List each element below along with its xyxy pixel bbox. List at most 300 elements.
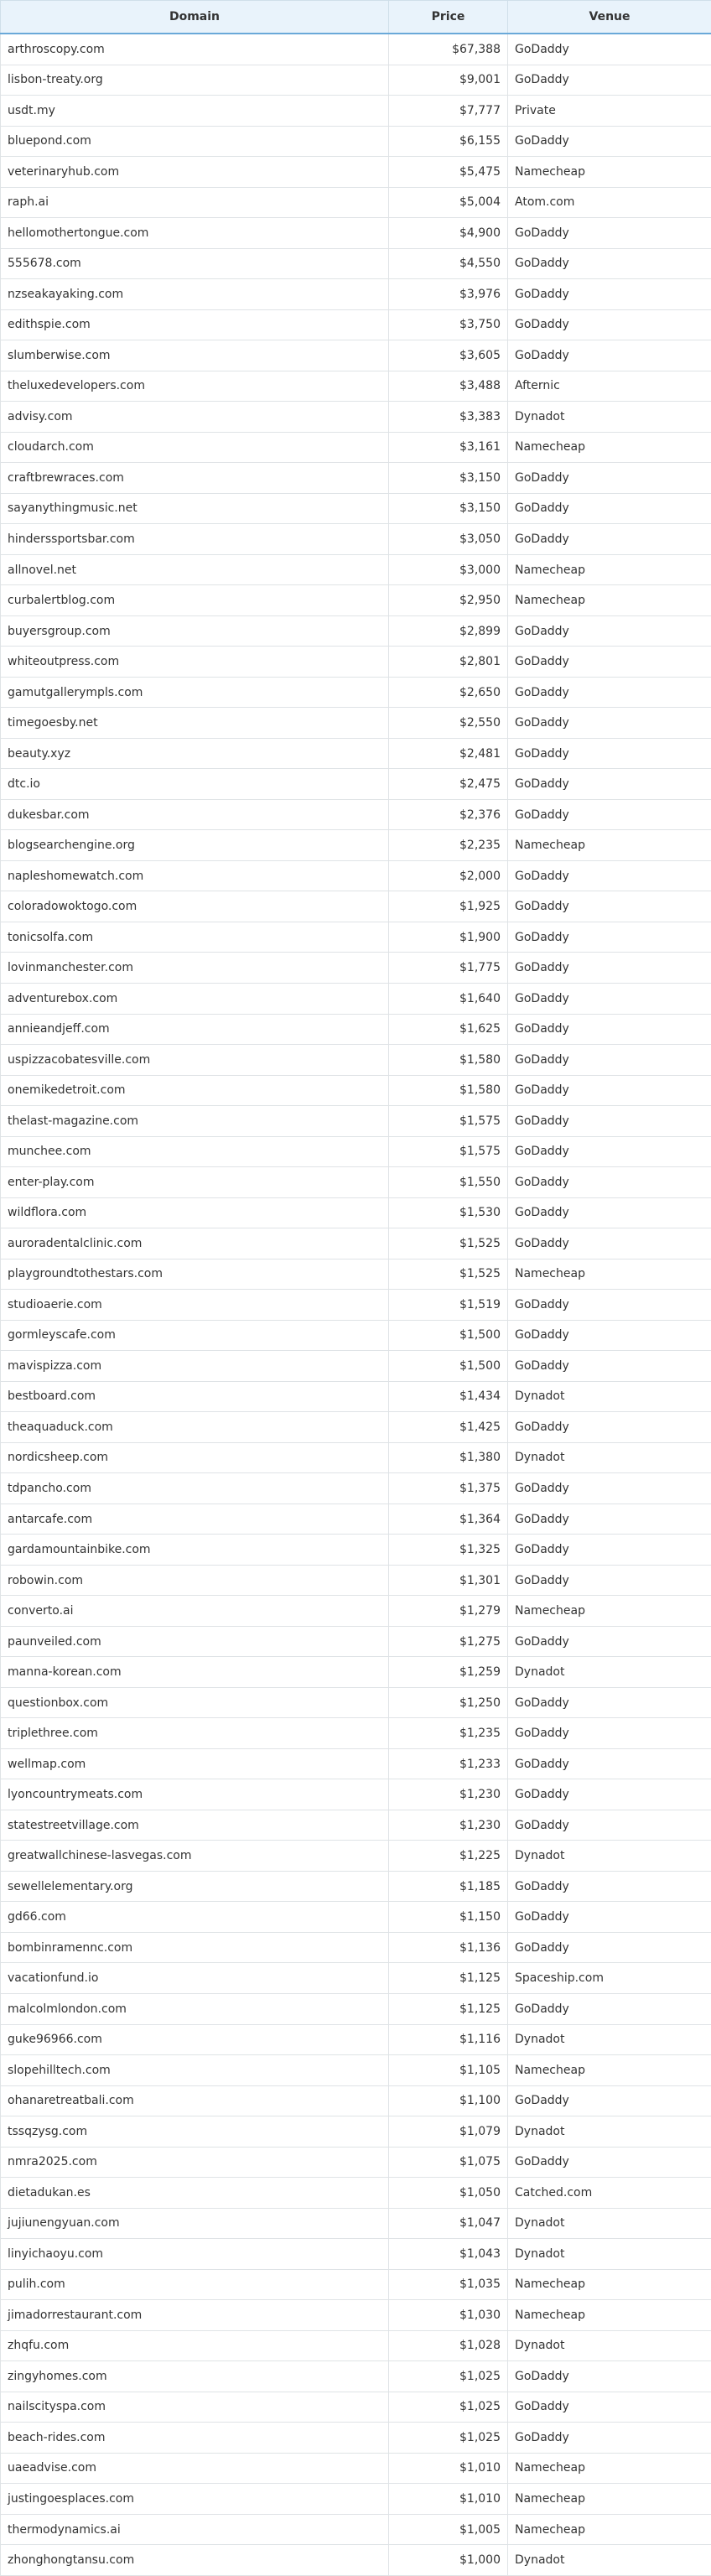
table-row	[1, 647, 711, 678]
table-row	[1, 402, 711, 433]
price-cell: $1,025	[389, 2361, 508, 2392]
price-cell: $1,425	[389, 1412, 508, 1443]
venue-cell: Namecheap	[508, 554, 711, 585]
venue-cell: GoDaddy	[508, 1565, 711, 1596]
table-row	[1, 1687, 711, 1718]
price-cell: $1,025	[389, 2423, 508, 2454]
domain-cell: cloudarch.com	[1, 432, 389, 463]
domain-cell: justingoesplaces.com	[1, 2484, 389, 2515]
domain-cell: curbalertblog.com	[1, 585, 389, 616]
domain-cell: tssqzysg.com	[1, 2116, 389, 2148]
price-cell: $1,010	[389, 2484, 508, 2515]
table-row	[1, 340, 711, 371]
domain-cell: theluxedevelopers.com	[1, 371, 389, 402]
table-row	[1, 1320, 711, 1351]
price-cell: $1,025	[389, 2392, 508, 2423]
domain-cell: lovinmanchester.com	[1, 953, 389, 984]
table-row	[1, 769, 711, 800]
domain-cell: questionbox.com	[1, 1687, 389, 1718]
venue-cell: GoDaddy	[508, 1197, 711, 1228]
domain-cell: robowin.com	[1, 1565, 389, 1596]
price-cell: $3,976	[389, 279, 508, 310]
venue-cell: GoDaddy	[508, 708, 711, 739]
venue-cell: GoDaddy	[508, 1871, 711, 1902]
price-cell: $2,481	[389, 738, 508, 769]
price-cell: $1,550	[389, 1167, 508, 1198]
price-cell: $1,105	[389, 2055, 508, 2086]
table-row	[1, 1932, 711, 1963]
domain-cell: arthroscopy.com	[1, 34, 389, 65]
domain-cell: converto.ai	[1, 1596, 389, 1627]
venue-cell: Private	[508, 96, 711, 127]
domain-cell: triplethree.com	[1, 1718, 389, 1749]
domain-cell: zingyhomes.com	[1, 2361, 389, 2392]
domain-cell: munchee.com	[1, 1136, 389, 1167]
venue-cell: Atom.com	[508, 187, 711, 218]
domain-cell: ohanaretreatbali.com	[1, 2085, 389, 2116]
table-row	[1, 1167, 711, 1198]
venue-cell: GoDaddy	[508, 1718, 711, 1749]
table-row	[1, 953, 711, 984]
column-header-domain[interactable]: Domain	[1, 1, 389, 34]
venue-cell: GoDaddy	[508, 1106, 711, 1137]
table-row	[1, 65, 711, 96]
venue-cell: Dynadot	[508, 402, 711, 433]
domain-cell: playgroundtothestars.com	[1, 1259, 389, 1290]
table-row	[1, 1045, 711, 1076]
price-cell: $3,383	[389, 402, 508, 433]
table-row	[1, 1963, 711, 1994]
price-cell: $1,500	[389, 1320, 508, 1351]
table-row	[1, 34, 711, 65]
table-row	[1, 157, 711, 188]
table-row	[1, 1412, 711, 1443]
table-row	[1, 2514, 711, 2545]
table-row	[1, 1994, 711, 2025]
venue-cell: GoDaddy	[508, 34, 711, 65]
domain-cell: blogsearchengine.org	[1, 830, 389, 861]
venue-cell: GoDaddy	[508, 524, 711, 555]
domain-cell: craftbrewraces.com	[1, 463, 389, 494]
venue-cell: Namecheap	[508, 585, 711, 616]
table-row	[1, 126, 711, 157]
domain-cell: mavispizza.com	[1, 1351, 389, 1382]
venue-cell: GoDaddy	[508, 2423, 711, 2454]
table-header	[1, 1, 711, 34]
table-row	[1, 1565, 711, 1596]
price-cell: $1,225	[389, 1841, 508, 1872]
venue-cell: GoDaddy	[508, 1351, 711, 1382]
table-row	[1, 1442, 711, 1473]
domain-cell: thelast-magazine.com	[1, 1106, 389, 1137]
price-cell: $1,925	[389, 891, 508, 922]
domain-cell: hinderssportsbar.com	[1, 524, 389, 555]
domain-cell: nmra2025.com	[1, 2147, 389, 2178]
venue-cell: Namecheap	[508, 2055, 711, 2086]
price-cell: $2,475	[389, 769, 508, 800]
table-row	[1, 279, 711, 310]
table-row	[1, 96, 711, 127]
price-cell: $3,050	[389, 524, 508, 555]
domain-cell: raph.ai	[1, 187, 389, 218]
venue-cell: GoDaddy	[508, 1228, 711, 1259]
price-cell: $1,775	[389, 953, 508, 984]
table-row	[1, 860, 711, 891]
venue-cell: Namecheap	[508, 1259, 711, 1290]
domain-cell: nordicsheep.com	[1, 1442, 389, 1473]
domain-cell: vacationfund.io	[1, 1963, 389, 1994]
venue-cell: GoDaddy	[508, 1136, 711, 1167]
table-row	[1, 1075, 711, 1106]
venue-cell: GoDaddy	[508, 677, 711, 708]
venue-cell: GoDaddy	[508, 1290, 711, 1321]
table-row	[1, 738, 711, 769]
table-row	[1, 1779, 711, 1810]
venue-cell: GoDaddy	[508, 1473, 711, 1504]
domain-cell: malcolmlondon.com	[1, 1994, 389, 2025]
table-row	[1, 2330, 711, 2361]
domain-cell: nzseakayaking.com	[1, 279, 389, 310]
venue-cell: Spaceship.com	[508, 1963, 711, 1994]
table-row	[1, 1473, 711, 1504]
price-cell: $3,161	[389, 432, 508, 463]
venue-cell: GoDaddy	[508, 1504, 711, 1535]
price-cell: $1,375	[389, 1473, 508, 1504]
venue-cell: Dynadot	[508, 2208, 711, 2239]
venue-cell: Namecheap	[508, 2269, 711, 2300]
venue-cell: GoDaddy	[508, 248, 711, 279]
domain-cell: 555678.com	[1, 248, 389, 279]
price-cell: $1,325	[389, 1535, 508, 1566]
venue-cell: GoDaddy	[508, 922, 711, 953]
venue-cell: GoDaddy	[508, 2392, 711, 2423]
price-cell: $1,301	[389, 1565, 508, 1596]
table-row	[1, 1014, 711, 1045]
column-header-price[interactable]: Price	[389, 1, 508, 34]
price-cell: $1,580	[389, 1045, 508, 1076]
domain-cell: sayanythingmusic.net	[1, 493, 389, 524]
price-cell: $2,650	[389, 677, 508, 708]
price-cell: $1,230	[389, 1779, 508, 1810]
price-cell: $1,116	[389, 2024, 508, 2055]
table-row	[1, 830, 711, 861]
domain-cell: tdpancho.com	[1, 1473, 389, 1504]
venue-cell: Dynadot	[508, 1657, 711, 1688]
price-cell: $1,530	[389, 1197, 508, 1228]
table-row	[1, 2361, 711, 2392]
venue-cell: GoDaddy	[508, 218, 711, 249]
domain-cell: beach-rides.com	[1, 2423, 389, 2454]
domain-cell: usdt.my	[1, 96, 389, 127]
venue-cell: Catched.com	[508, 2178, 711, 2209]
price-cell: $2,801	[389, 647, 508, 678]
table-row	[1, 2147, 711, 2178]
domain-cell: dtc.io	[1, 769, 389, 800]
table-row	[1, 922, 711, 953]
domain-cell: enter-play.com	[1, 1167, 389, 1198]
price-cell: $3,488	[389, 371, 508, 402]
price-cell: $1,279	[389, 1596, 508, 1627]
domain-cell: adventurebox.com	[1, 983, 389, 1014]
table-row	[1, 1596, 711, 1627]
domain-cell: gamutgallerympls.com	[1, 677, 389, 708]
venue-cell: Dynadot	[508, 1841, 711, 1872]
venue-cell: GoDaddy	[508, 1320, 711, 1351]
table-row	[1, 1381, 711, 1412]
price-cell: $1,575	[389, 1106, 508, 1137]
price-cell: $2,550	[389, 708, 508, 739]
table-row	[1, 585, 711, 616]
venue-cell: Dynadot	[508, 2239, 711, 2270]
table-row	[1, 2300, 711, 2331]
price-cell: $1,519	[389, 1290, 508, 1321]
price-cell: $1,043	[389, 2239, 508, 2270]
price-cell: $1,000	[389, 2545, 508, 2576]
table-row	[1, 1197, 711, 1228]
price-cell: $3,150	[389, 463, 508, 494]
domain-cell: antarcafe.com	[1, 1504, 389, 1535]
venue-cell: Afternic	[508, 371, 711, 402]
table-row	[1, 1871, 711, 1902]
domain-cell: studioaerie.com	[1, 1290, 389, 1321]
domain-cell: jimadorrestaurant.com	[1, 2300, 389, 2331]
domain-cell: lisbon-treaty.org	[1, 65, 389, 96]
venue-cell: GoDaddy	[508, 1748, 711, 1779]
table-row	[1, 218, 711, 249]
venue-cell: GoDaddy	[508, 1687, 711, 1718]
domain-cell: zhqfu.com	[1, 2330, 389, 2361]
table-row	[1, 432, 711, 463]
price-cell: $1,028	[389, 2330, 508, 2361]
venue-cell: GoDaddy	[508, 1994, 711, 2025]
price-cell: $1,125	[389, 1994, 508, 2025]
price-cell: $4,550	[389, 248, 508, 279]
domain-cell: linyichaoyu.com	[1, 2239, 389, 2270]
venue-cell: Dynadot	[508, 1381, 711, 1412]
price-cell: $1,050	[389, 2178, 508, 2209]
price-cell: $1,580	[389, 1075, 508, 1106]
table-row	[1, 677, 711, 708]
column-header-venue[interactable]: Venue	[508, 1, 711, 34]
venue-cell: Namecheap	[508, 432, 711, 463]
venue-cell: GoDaddy	[508, 1167, 711, 1198]
price-cell: $1,275	[389, 1626, 508, 1657]
table-row	[1, 1136, 711, 1167]
domain-cell: paunveiled.com	[1, 1626, 389, 1657]
price-cell: $1,100	[389, 2085, 508, 2116]
price-cell: $1,434	[389, 1381, 508, 1412]
venue-cell: GoDaddy	[508, 126, 711, 157]
price-cell: $3,000	[389, 554, 508, 585]
venue-cell: GoDaddy	[508, 493, 711, 524]
domain-cell: jujiunengyuan.com	[1, 2208, 389, 2239]
price-cell: $7,777	[389, 96, 508, 127]
price-cell: $1,525	[389, 1228, 508, 1259]
table-row	[1, 1259, 711, 1290]
price-cell: $1,575	[389, 1136, 508, 1167]
domain-cell: edithspie.com	[1, 309, 389, 340]
domain-cell: gd66.com	[1, 1902, 389, 1933]
price-cell: $1,500	[389, 1351, 508, 1382]
venue-cell: Dynadot	[508, 2024, 711, 2055]
price-cell: $1,525	[389, 1259, 508, 1290]
table-row	[1, 1535, 711, 1566]
price-cell: $1,125	[389, 1963, 508, 1994]
venue-cell: GoDaddy	[508, 279, 711, 310]
table-row	[1, 2269, 711, 2300]
table-body	[1, 34, 711, 2575]
domain-cell: sewellelementary.org	[1, 1871, 389, 1902]
price-cell: $6,155	[389, 126, 508, 157]
venue-cell: GoDaddy	[508, 1626, 711, 1657]
price-cell: $1,047	[389, 2208, 508, 2239]
venue-cell: GoDaddy	[508, 647, 711, 678]
domain-cell: slopehilltech.com	[1, 2055, 389, 2086]
venue-cell: GoDaddy	[508, 983, 711, 1014]
venue-cell: GoDaddy	[508, 309, 711, 340]
domain-cell: auroradentalclinic.com	[1, 1228, 389, 1259]
price-cell: $9,001	[389, 65, 508, 96]
table-row	[1, 891, 711, 922]
venue-cell: GoDaddy	[508, 953, 711, 984]
table-row	[1, 708, 711, 739]
domain-cell: uaeadvise.com	[1, 2453, 389, 2484]
table-row	[1, 463, 711, 494]
table-row	[1, 2055, 711, 2086]
price-cell: $1,136	[389, 1932, 508, 1963]
domain-cell: lyoncountrymeats.com	[1, 1779, 389, 1810]
venue-cell: Dynadot	[508, 2116, 711, 2148]
domain-cell: manna-korean.com	[1, 1657, 389, 1688]
price-cell: $1,364	[389, 1504, 508, 1535]
venue-cell: Namecheap	[508, 157, 711, 188]
domain-cell: bombinramennc.com	[1, 1932, 389, 1963]
venue-cell: GoDaddy	[508, 340, 711, 371]
domain-cell: nailscityspa.com	[1, 2392, 389, 2423]
domain-cell: wellmap.com	[1, 1748, 389, 1779]
domain-cell: theaquaduck.com	[1, 1412, 389, 1443]
table-row	[1, 1718, 711, 1749]
domain-cell: coloradowoktogo.com	[1, 891, 389, 922]
table-row	[1, 2392, 711, 2423]
table-row	[1, 2178, 711, 2209]
price-cell: $1,075	[389, 2147, 508, 2178]
venue-cell: Namecheap	[508, 830, 711, 861]
venue-cell: Dynadot	[508, 1442, 711, 1473]
venue-cell: GoDaddy	[508, 799, 711, 830]
price-cell: $3,750	[389, 309, 508, 340]
domain-cell: slumberwise.com	[1, 340, 389, 371]
domain-cell: hellomothertongue.com	[1, 218, 389, 249]
table-row	[1, 524, 711, 555]
venue-cell: GoDaddy	[508, 891, 711, 922]
venue-cell: GoDaddy	[508, 1932, 711, 1963]
venue-cell: GoDaddy	[508, 1412, 711, 1443]
domain-cell: thermodynamics.ai	[1, 2514, 389, 2545]
table-row	[1, 2423, 711, 2454]
table-row	[1, 493, 711, 524]
price-cell: $1,035	[389, 2269, 508, 2300]
table-row	[1, 2545, 711, 2576]
price-cell: $1,625	[389, 1014, 508, 1045]
table-row	[1, 2116, 711, 2148]
venue-cell: Namecheap	[508, 2514, 711, 2545]
venue-cell: GoDaddy	[508, 1779, 711, 1810]
price-cell: $1,380	[389, 1442, 508, 1473]
venue-cell: GoDaddy	[508, 65, 711, 96]
domain-cell: beauty.xyz	[1, 738, 389, 769]
price-cell: $2,899	[389, 615, 508, 647]
price-cell: $1,259	[389, 1657, 508, 1688]
venue-cell: Dynadot	[508, 2330, 711, 2361]
venue-cell: GoDaddy	[508, 1810, 711, 1841]
table-row	[1, 248, 711, 279]
domain-cell: bestboard.com	[1, 1381, 389, 1412]
table-row	[1, 187, 711, 218]
price-cell: $5,475	[389, 157, 508, 188]
price-cell: $1,010	[389, 2453, 508, 2484]
table-row	[1, 1902, 711, 1933]
table-row	[1, 554, 711, 585]
table-row	[1, 2239, 711, 2270]
price-cell: $2,000	[389, 860, 508, 891]
table-row	[1, 1841, 711, 1872]
price-cell: $3,605	[389, 340, 508, 371]
price-cell: $2,235	[389, 830, 508, 861]
venue-cell: GoDaddy	[508, 463, 711, 494]
domain-cell: veterinaryhub.com	[1, 157, 389, 188]
venue-cell: GoDaddy	[508, 1014, 711, 1045]
table-row	[1, 2208, 711, 2239]
domain-cell: whiteoutpress.com	[1, 647, 389, 678]
price-cell: $3,150	[389, 493, 508, 524]
table-row	[1, 309, 711, 340]
price-cell: $1,230	[389, 1810, 508, 1841]
domain-cell: annieandjeff.com	[1, 1014, 389, 1045]
venue-cell: GoDaddy	[508, 2085, 711, 2116]
price-cell: $1,185	[389, 1871, 508, 1902]
table-row	[1, 371, 711, 402]
venue-cell: GoDaddy	[508, 860, 711, 891]
table-row	[1, 1504, 711, 1535]
venue-cell: Namecheap	[508, 2484, 711, 2515]
domain-cell: uspizzacobatesville.com	[1, 1045, 389, 1076]
table-row	[1, 2024, 711, 2055]
venue-cell: GoDaddy	[508, 1045, 711, 1076]
table-row	[1, 1351, 711, 1382]
domain-cell: advisy.com	[1, 402, 389, 433]
venue-cell: Dynadot	[508, 2545, 711, 2576]
table-row	[1, 1106, 711, 1137]
domain-cell: pulih.com	[1, 2269, 389, 2300]
domain-cell: allnovel.net	[1, 554, 389, 585]
domain-cell: gardamountainbike.com	[1, 1535, 389, 1566]
domain-cell: dietadukan.es	[1, 2178, 389, 2209]
table-row	[1, 2484, 711, 2515]
table-row	[1, 983, 711, 1014]
venue-cell: GoDaddy	[508, 1075, 711, 1106]
table-row	[1, 1810, 711, 1841]
domain-cell: dukesbar.com	[1, 799, 389, 830]
domain-cell: guke96966.com	[1, 2024, 389, 2055]
price-cell: $1,250	[389, 1687, 508, 1718]
price-cell: $1,640	[389, 983, 508, 1014]
domain-cell: timegoesby.net	[1, 708, 389, 739]
venue-cell: GoDaddy	[508, 1535, 711, 1566]
price-cell: $1,900	[389, 922, 508, 953]
price-cell: $1,079	[389, 2116, 508, 2148]
domain-cell: napleshomewatch.com	[1, 860, 389, 891]
